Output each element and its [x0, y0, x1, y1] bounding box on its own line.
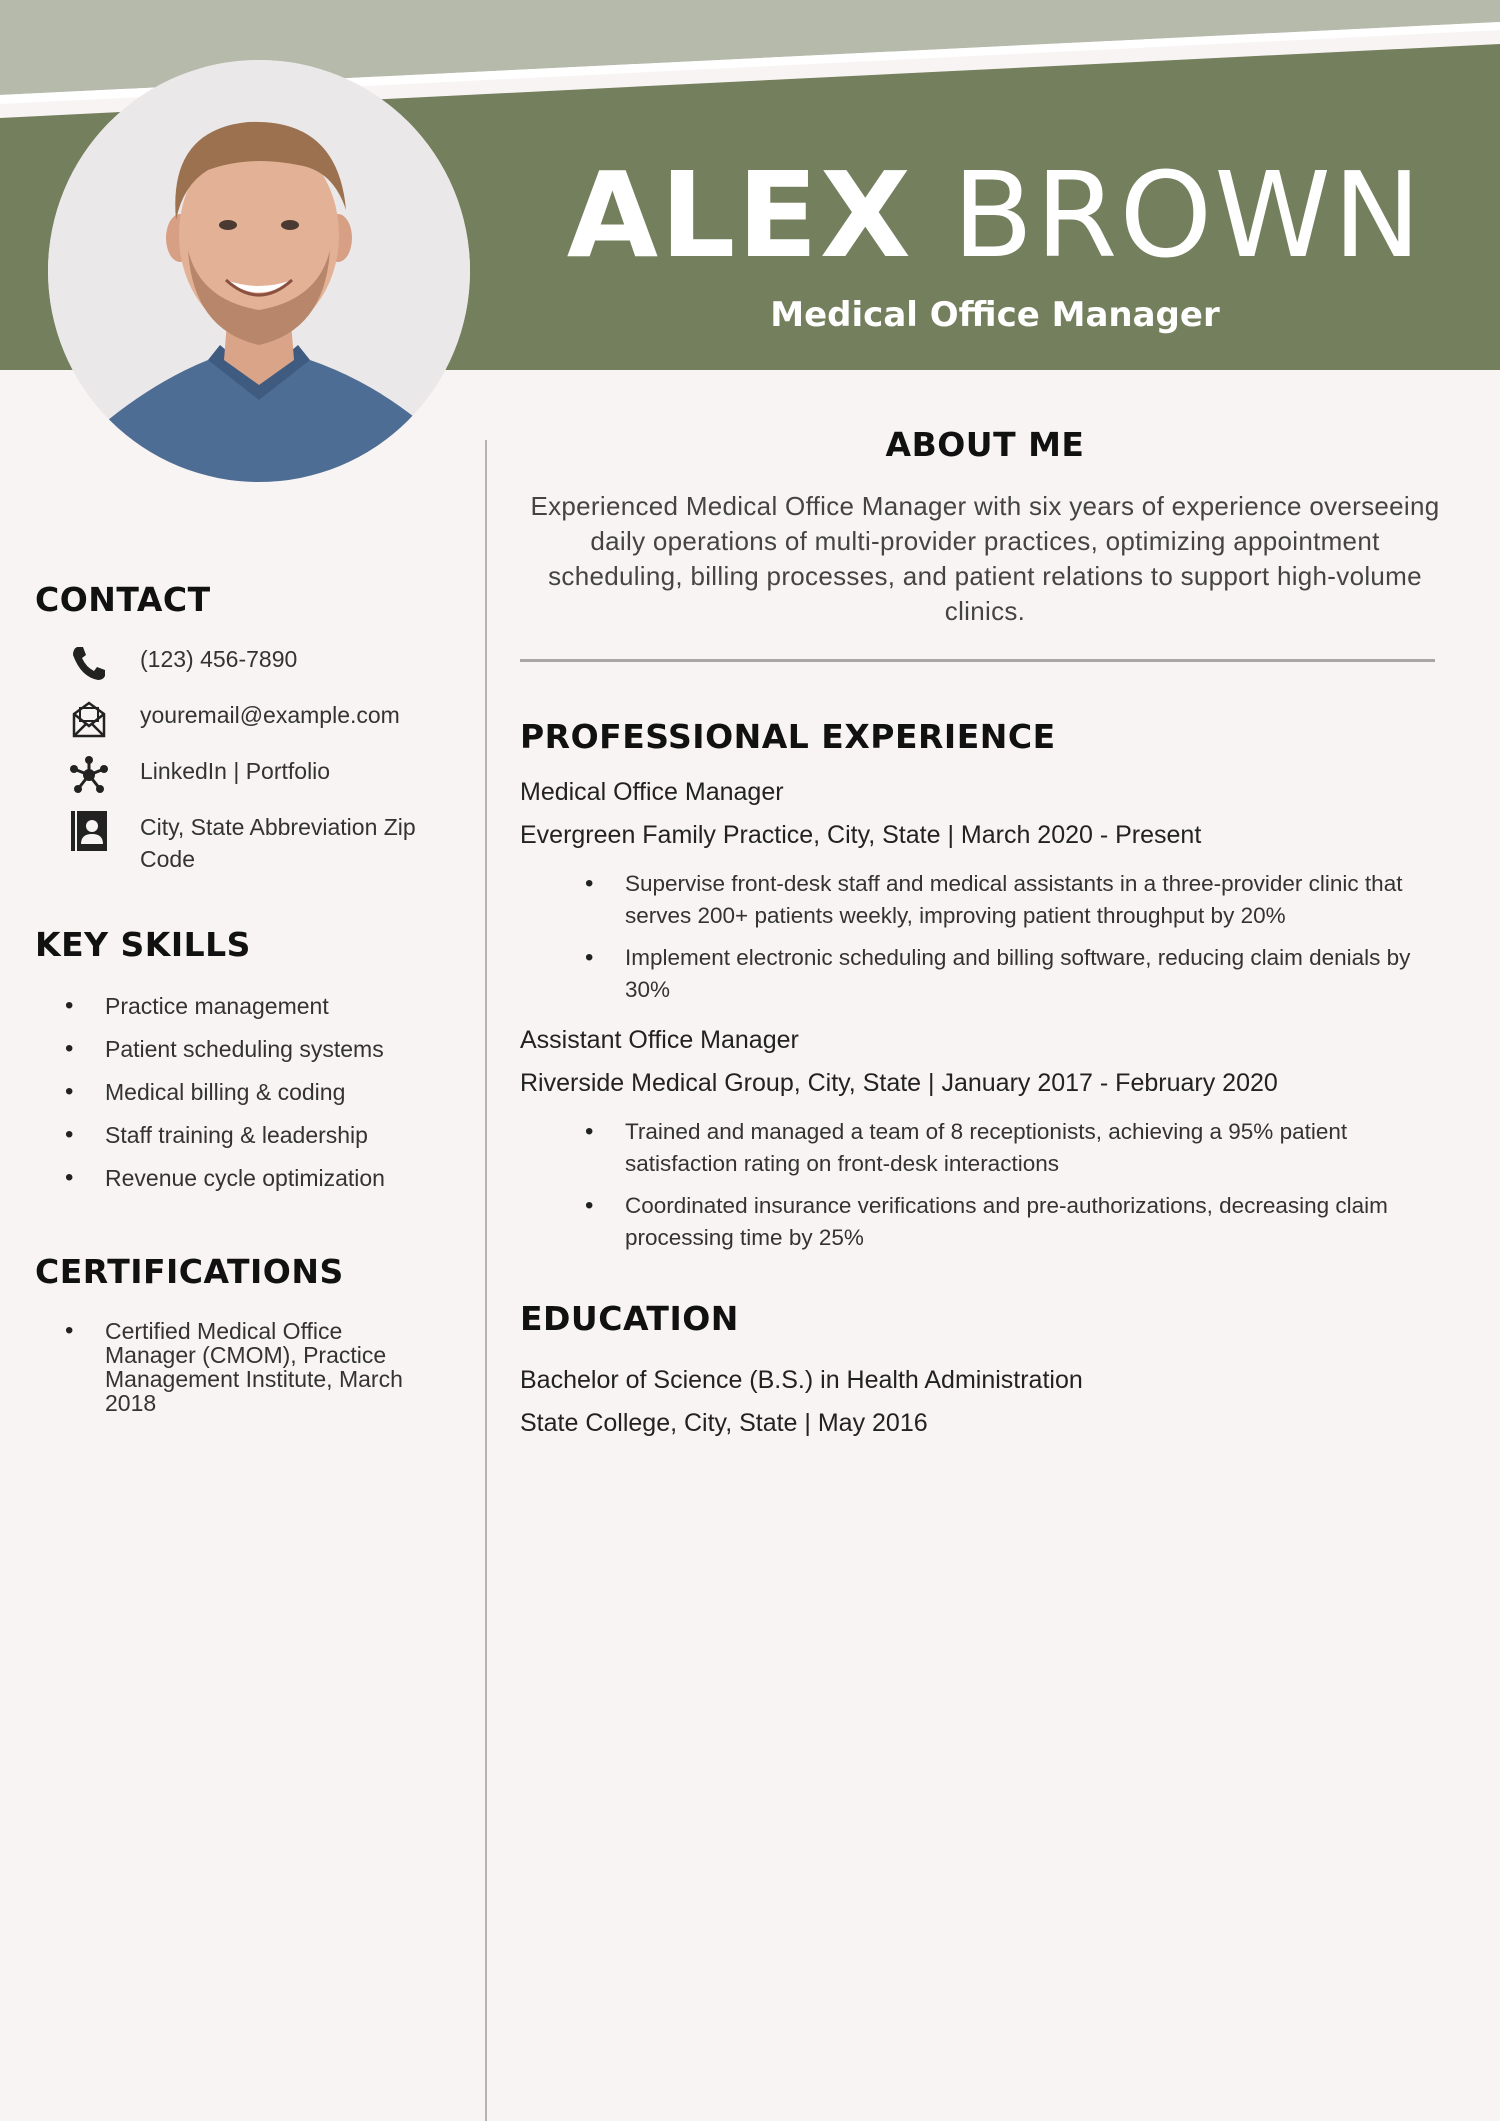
job-bullet: • Coordinated insurance verifications and pre-authorizations, decreasing claim processing time by 25%: [520, 1190, 1450, 1254]
contact-list: [35, 643, 445, 875]
contact-phone: [35, 643, 445, 683]
job-bullet: • Implement electronic scheduling and billing software, reducing claim denials by 30%: [520, 942, 1450, 1006]
certification-item: • Certified Medical Office Manager (CMOM), Practice Management Institute, March 2018: [35, 1319, 425, 1415]
job-entry-org: Evergreen Family Practice, City, State | March 2020 - Present: [520, 821, 1202, 849]
certifications-heading: CERTIFICATIONS: [35, 1252, 344, 1291]
education-school: State College, City, State | May 2016: [520, 1409, 928, 1437]
profile-photo: [48, 60, 470, 482]
first-name: ALEX: [566, 146, 913, 284]
job-entry: [520, 1026, 1450, 1254]
skill-item: • Staff training & leadership: [35, 1121, 445, 1149]
job-entry-title: Assistant Office Manager: [520, 1026, 799, 1054]
contact-heading: CONTACT: [35, 580, 211, 619]
job-bullet: • Supervise front-desk staff and medical assistants in a three-provider clinic that serves 200+ patients weekly, improving patient throughput by 20%: [520, 868, 1450, 932]
left-column: [35, 580, 445, 1415]
education-heading: EDUCATION: [520, 1299, 739, 1338]
certifications-list: [35, 1319, 445, 1415]
education-degree: Bachelor of Science (B.S.) in Health Administration: [520, 1366, 1083, 1394]
contact-links: [35, 755, 445, 795]
job-title: Medical Office Manager: [770, 295, 1220, 335]
skill-item: • Medical billing & coding: [35, 1078, 445, 1106]
address-book-icon: [63, 811, 115, 851]
email-icon: [63, 699, 115, 739]
contact-links-text[interactable]: LinkedIn | Portfolio: [140, 758, 331, 784]
phone-icon: [63, 643, 115, 683]
last-name: BROWN: [952, 146, 1424, 284]
skill-item: • Patient scheduling systems: [35, 1035, 445, 1063]
contact-address: [35, 811, 445, 875]
skills-list: [35, 992, 445, 1192]
job-entry: [520, 778, 1450, 1006]
contact-address-text: City, State Abbreviation Zip Code: [140, 814, 416, 872]
about-divider: [520, 659, 1435, 662]
contact-email-text[interactable]: youremail@example.com: [140, 702, 400, 728]
job-bullets: [520, 1116, 1450, 1254]
experience-heading: PROFESSIONAL EXPERIENCE: [520, 717, 1056, 756]
job-entry-org: Riverside Medical Group, City, State | January 2017 - February 2020: [520, 1069, 1278, 1097]
contact-phone-text[interactable]: (123) 456-7890: [140, 646, 298, 672]
about-heading: ABOUT ME: [885, 425, 1085, 464]
about-text: Experienced Medical Office Manager with six years of experience overseeing daily operations of multi-provider practices, optimizing appointment scheduling, billing processes, and patient relations to support high-volume clinics.: [530, 491, 1440, 626]
contact-email: [35, 699, 445, 739]
job-bullets: [520, 868, 1450, 1006]
job-entry-title: Medical Office Manager: [520, 778, 784, 806]
candidate-name: [520, 146, 1470, 284]
network-icon: [63, 755, 115, 795]
column-divider: [485, 440, 487, 2121]
skills-heading: KEY SKILLS: [35, 925, 251, 964]
skill-item: • Revenue cycle optimization: [35, 1164, 445, 1192]
right-column: [520, 425, 1450, 1438]
job-bullet: • Trained and managed a team of 8 receptionists, achieving a 95% patient satisfaction rating on front-desk interactions: [520, 1116, 1450, 1180]
skill-item: • Practice management: [35, 992, 445, 1020]
